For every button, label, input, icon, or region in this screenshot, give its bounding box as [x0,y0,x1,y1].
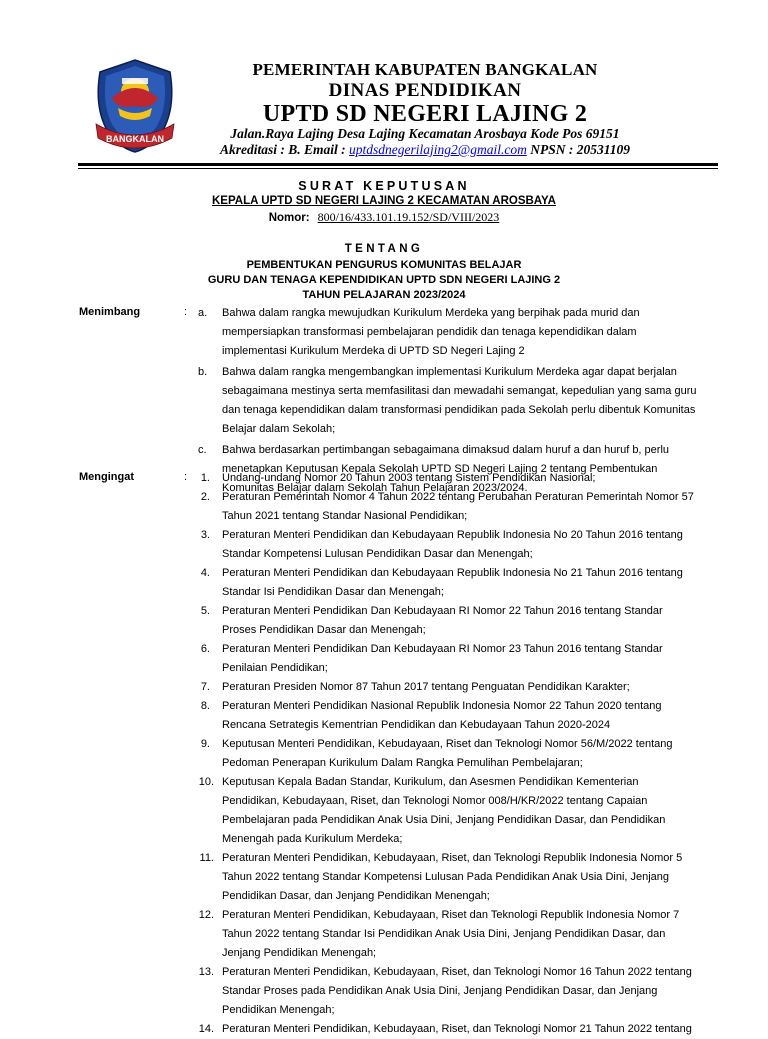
letterhead-divider-thin [78,168,718,169]
item-text [222,678,714,697]
nomor-value: 800/16/433.101.19.152/SD/VIII/2023 [317,210,500,224]
letterhead-address [180,126,670,158]
item-text-line: Jenjang Pendidikan Menengah; [222,947,377,959]
item-text [222,735,714,773]
document-number [0,210,768,225]
item-marker: 7. [200,681,210,693]
bangkalan-crest-logo [92,58,178,154]
item-text [222,906,714,963]
item-text-line: Rencana Setrategis Kementrian Pendidikan dan Kebudayaan Tahun 2020-2024 [222,719,611,731]
item-text-line: Peraturan Menteri Pendidikan, Kebudayaan, Riset, dan Teknologi Nomor 16 Tahun 2022 tentang [222,966,692,978]
item-text-line: Peraturan Menteri Pendidikan Nasional Republik Indonesia Nomor 22 Tahun 2020 tentang [222,700,662,712]
government-name: PEMERINTAH KABUPATEN BANGKALAN [252,60,598,79]
item-marker: 2. [200,491,210,503]
item-marker: 10. [198,776,214,788]
item-text-line: sebagaimana mestinya serta memfasilitasi dan mewadahi semangat, kepedulian yang sama guru [222,385,697,397]
item-text-line: Tahun 2022 tentang Standar Isi Pendidikan Anak Usia Dini, Jenjang Pendidikan Dasar, dan [222,928,666,940]
item-text-line: Peraturan Menteri Pendidikan Dan Kebudayaan RI Nomor 22 Tahun 2016 tentang Standar [222,605,663,617]
item-marker: 3. [200,529,210,541]
item-marker: 14. [198,1023,214,1035]
item-text-line: Peraturan Presiden Nomor 87 Tahun 2017 tentang Penguatan Pendidikan Karakter; [222,681,630,693]
logo-text: BANGKALAN [106,134,164,144]
item-text-line: Peraturan Menteri Pendidikan, Kebudayaan, Riset, dan Teknologi Nomor 21 Tahun 2022 tentang [222,1023,692,1035]
item-marker: 4. [200,567,210,579]
item-marker: 13. [198,966,214,978]
item-text-line: Pendidikan Menengah; [222,1004,335,1016]
item-text [222,526,714,564]
item-marker: 5. [200,605,210,617]
item-text-line: Undang-undang Nomor 20 Tahun 2003 tentang Sistem Pendidikan Nasional; [222,472,596,484]
document-title: SURAT KEPUTUSAN [298,179,470,193]
subject-line-3: TAHUN PELAJARAN 2023/2024 [302,289,466,301]
item-marker: a. [198,307,208,319]
item-text [222,697,714,735]
department-name: DINAS PENDIDIKAN [328,80,522,101]
item-text [222,963,714,1020]
item-marker: c. [198,444,207,456]
item-marker: 12. [198,909,214,921]
item-text-line: Bahwa dalam rangka mewujudkan Kurikulum Merdeka yang berpihak pada murid dan [222,307,640,319]
item-text [222,469,714,488]
item-text-line: Peraturan Menteri Pendidikan dan Kebudayaan Republik Indonesia No 20 Tahun 2016 tentang [222,529,683,541]
item-text-line: mempersiapkan transformasi pembelajaran pendidik dan tenaga kependidikan dalam [222,326,637,338]
letterhead-divider-thick [78,163,718,166]
school-name: UPTD SD NEGERI LAJING 2 [262,101,588,127]
tentang-heading: TENTANG [344,243,424,255]
item-text-line: Peraturan Pemerintah Nomor 4 Tahun 2022 tentang Perubahan Peraturan Pemerintah Nomor 57 [222,491,694,503]
item-marker: 9. [200,738,210,750]
item-text [222,488,714,526]
nomor-label: Nomor: [268,212,310,224]
item-text [222,564,714,602]
item-marker: 8. [200,700,210,712]
item-text-line: Peraturan Menteri Pendidikan dan Kebudayaan Republik Indonesia No 21 Tahun 2016 tentang [222,567,683,579]
item-text-line: Komunitas Belajar dalam Sekolah Tahun Pelajaran 2023/2024. [222,482,528,494]
item-text-line: Pendidikan Dasar, dan Jenjang Pendidikan Menengah; [222,890,490,902]
item-text-line: Tahun 2022 tentang Standar Kompetensi Lulusan Pada Pendidikan Anak Usia Dini, Jenjang [222,871,670,883]
item-text [222,640,714,678]
contact-line [180,142,670,158]
item-text [222,602,714,640]
mengingat-colon: : [184,471,188,483]
item-text-line: Belajar dalam Sekolah; [222,423,336,435]
email-link[interactable]: uptdsdnegerilajing2@gmail.com [349,142,527,157]
item-text-line: Tahun 2021 tentang Standar Nasional Pendidikan; [222,510,468,522]
item-text-line: Pembelajaran pada Pendidikan Anak Usia Dini, Jenjang Pendidikan Dasar, dan Pendidikan [222,814,666,826]
item-text-line: Peraturan Menteri Pendidikan Dan Kebudayaan RI Nomor 23 Tahun 2016 tentang Standar [222,643,663,655]
item-text [222,363,714,439]
menimbang-label: Menimbang [79,306,141,318]
subject-line-1: PEMBENTUKAN PENGURUS KOMUNITAS BELAJAR [246,259,522,271]
item-text-line: menetapkan Keputusan Kepala Sekolah UPTD SD Negeri Lajing 2 tentang Pembentukan [222,463,658,475]
subject-line-2: GURU DAN TENAGA KEPENDIDIKAN UPTD SDN NEGERI LAJING 2 [207,274,561,286]
item-text-line: Pedoman Penerapan Kurikulum Dalam Rangka Pemulihan Pembelajaran; [222,757,583,769]
item-marker: 11. [199,852,214,864]
item-marker: 1. [200,472,210,484]
item-text-line: Pendidikan, Kebudayaan, Riset, dan Teknologi Nomor 008/H/KR/2022 tentang Capaian [222,795,648,807]
item-text [222,849,714,906]
item-text-line: Keputusan Menteri Pendidikan, Kebudayaan, Riset dan Teknologi Nomor 56/M/2022 tentang [222,738,673,750]
item-text-line: Peraturan Menteri Pendidikan, Kebudayaan, Riset dan Teknologi Republik Indonesia Nomor 7 [222,909,680,921]
item-text [222,773,714,849]
item-text-line: Proses Pendidikan Dasar dan Menengah; [222,624,426,636]
mengingat-label: Mengingat [79,471,134,483]
item-text-line: Menengah pada Kurikulum Merdeka; [222,833,403,845]
item-text [222,304,714,361]
item-text-line: Keputusan Kepala Badan Standar, Kurikulum, dan Asesmen Pendidikan Kementerian [222,776,639,788]
item-marker: b. [198,366,208,378]
letterhead [0,0,768,170]
letterhead-title [190,60,660,128]
item-text-line: Bahwa dalam rangka mengembangkan implementasi Kurikulum Merdeka agar dapat berjalan [222,366,677,378]
item-text-line: Standar Isi Pendidikan Dasar dan Menengah; [222,586,444,598]
item-text-line: Bahwa berdasarkan pertimbangan sebagaimana dimaksud dalam huruf a dan huruf b, perlu [222,444,670,456]
item-text-line: Standar Kompetensi Lulusan Pendidikan Dasar dan Menengah; [222,548,533,560]
item-text-line: Penilaian Pendidikan; [222,662,328,674]
item-text-line: dan tenaga kependidikan dalam transformasi pendidikan pada Sekolah perlu dibentuk Komunitas [222,404,696,416]
accreditation-label: Akreditasi : B. Email : [220,142,346,157]
issuer-line: KEPALA UPTD SD NEGERI LAJING 2 KECAMATAN AROSBAYA [212,195,556,207]
item-text-line: Peraturan Menteri Pendidikan, Kebudayaan, Riset, dan Teknologi Republik Indonesia Nomor 5 [222,852,683,864]
npsn-label: NPSN : 20531109 [530,142,630,157]
item-text-line: implementasi Kurikulum Merdeka di UPTD SD Negeri Lajing 2 [222,345,525,357]
item-text [222,1020,714,1039]
item-marker: 6. [200,643,210,655]
menimbang-colon: : [184,306,188,318]
address-line: Jalan.Raya Lajing Desa Lajing Kecamatan Arosbaya Kode Pos 69151 [230,126,620,141]
item-text-line: Standar Proses pada Pendidikan Anak Usia Dini, Jenjang Pendidikan Dasar, dan Jenjang [222,985,658,997]
subject [0,258,768,303]
